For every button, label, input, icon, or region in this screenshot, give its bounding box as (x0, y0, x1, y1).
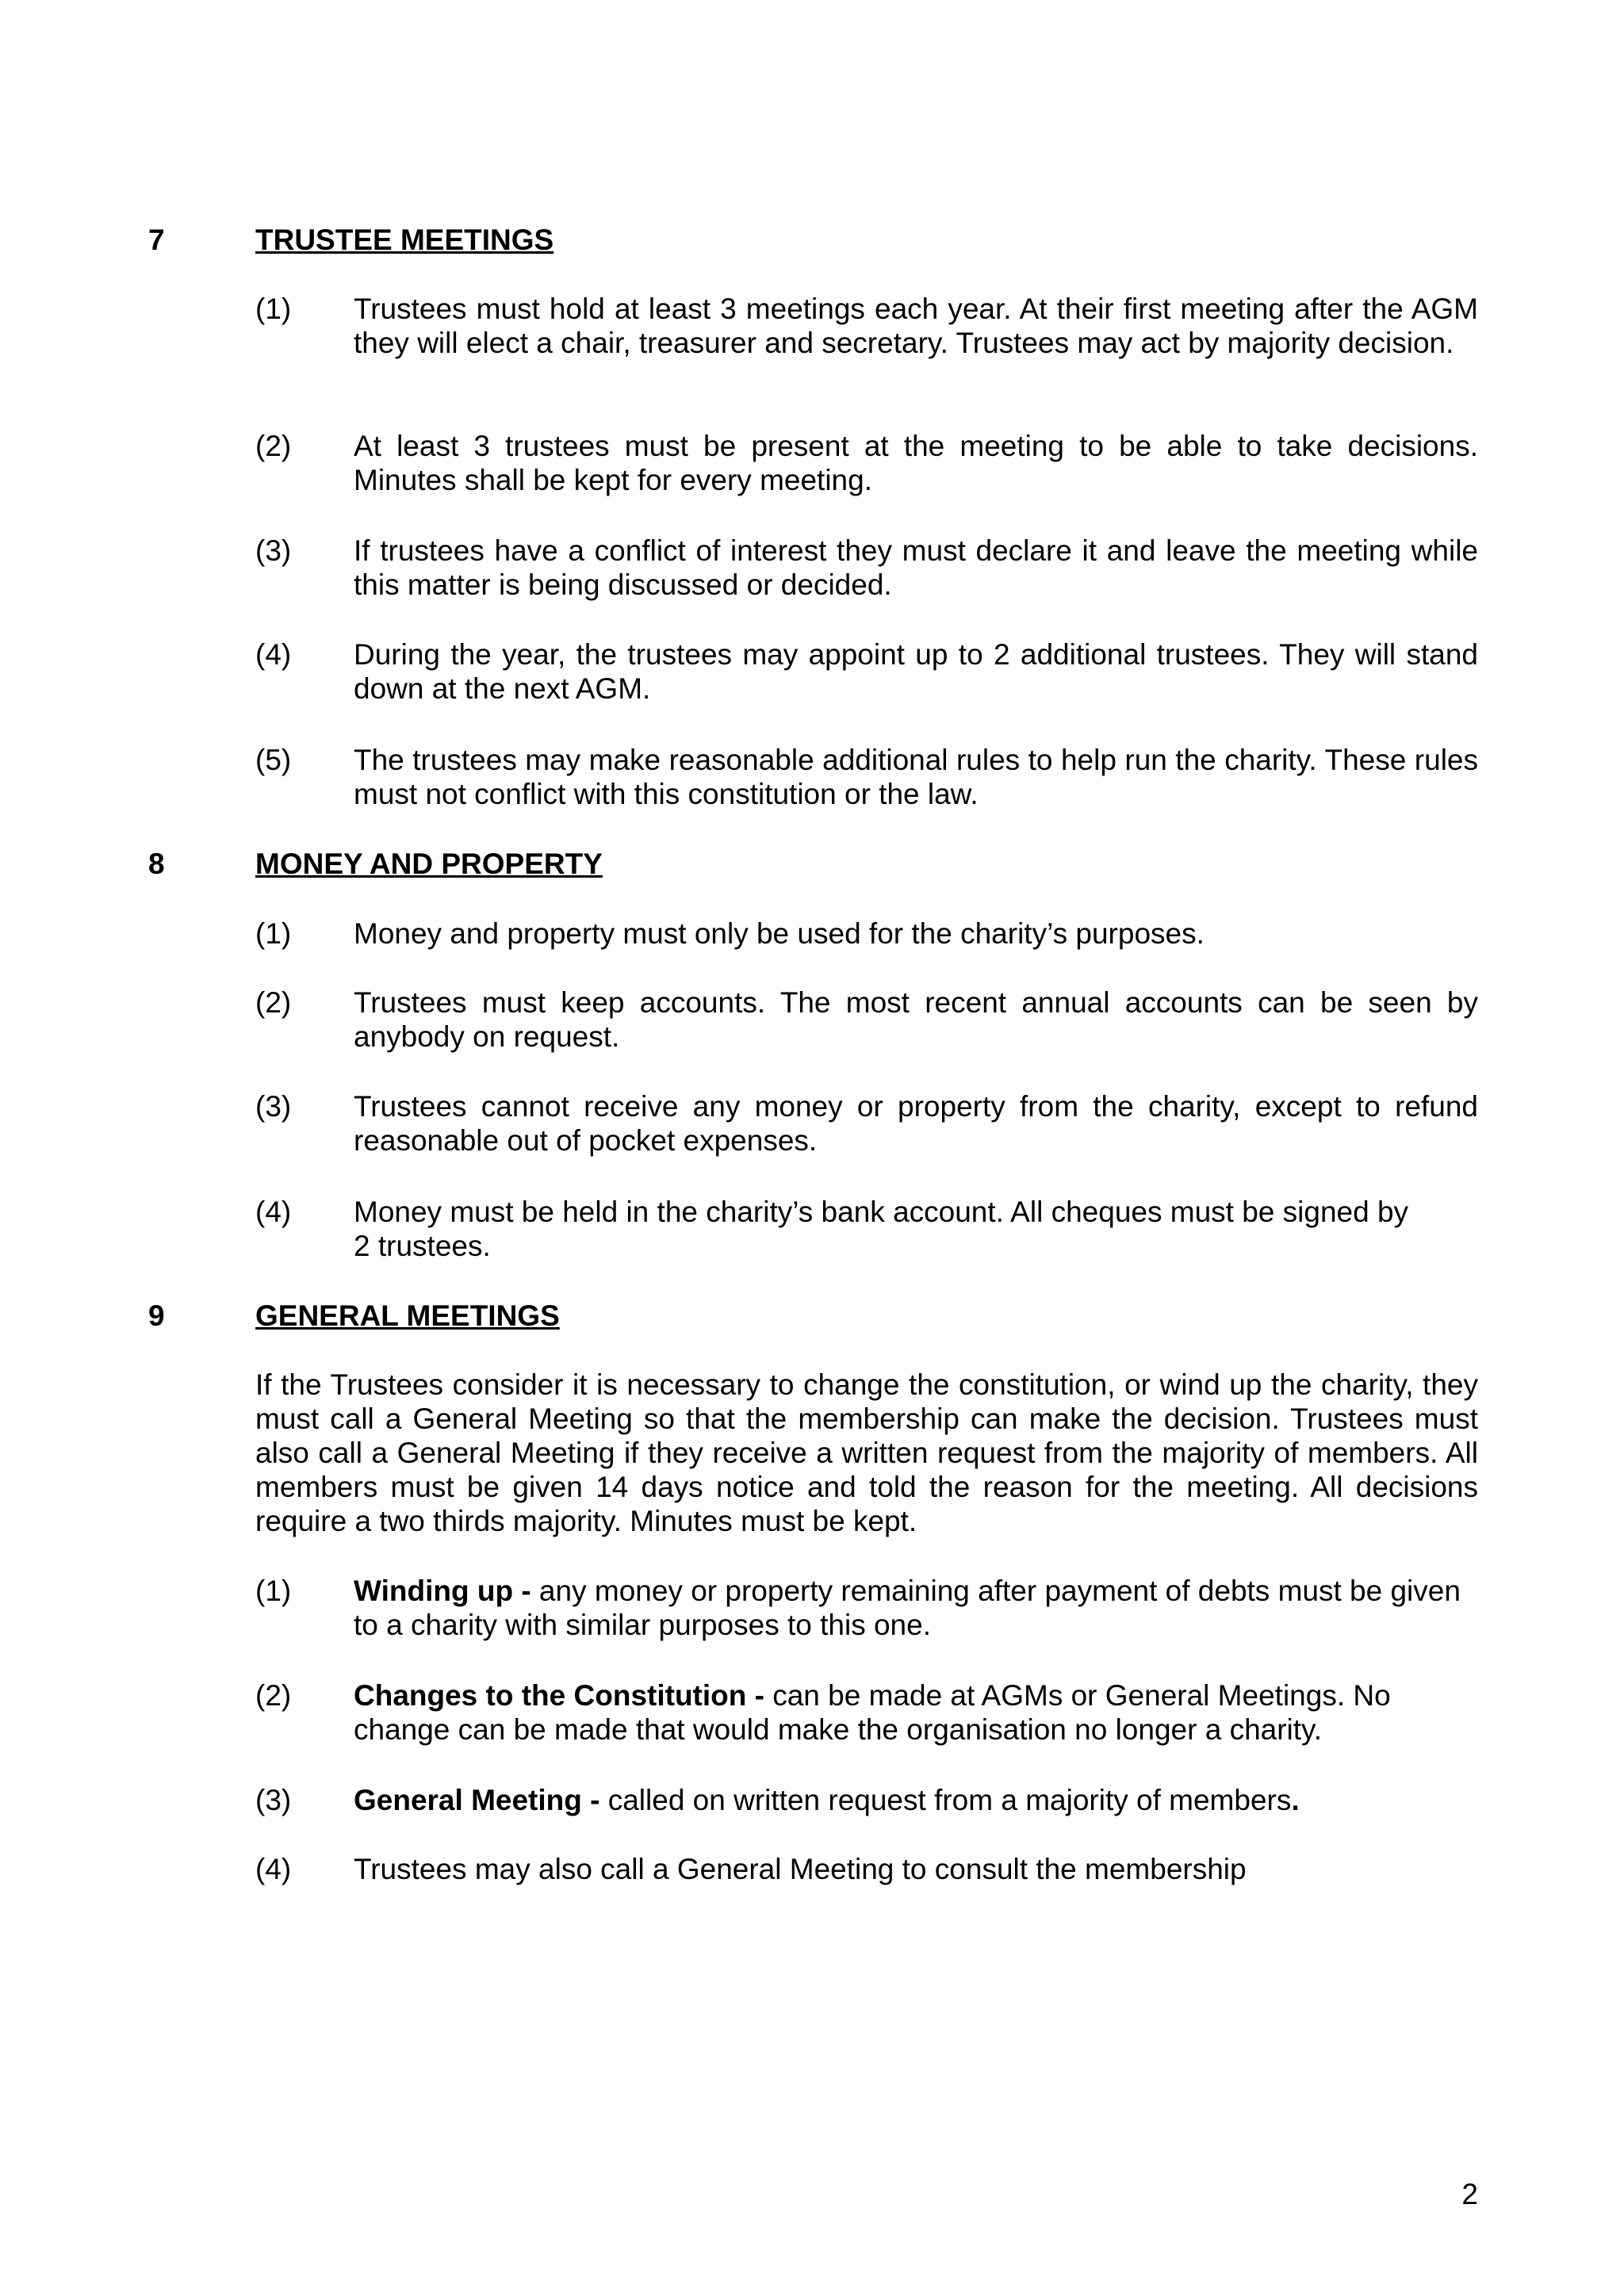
section-title: GENERAL MEETINGS (255, 1299, 560, 1332)
item-trailing-punctuation: . (1291, 1784, 1300, 1816)
item-term: Winding up - (354, 1575, 531, 1607)
page-number: 2 (1461, 2178, 1478, 2210)
section-title: MONEY AND PROPERTY (255, 848, 603, 880)
item-text-line: 2 trustees. (354, 1230, 491, 1262)
section-number: 8 (148, 848, 165, 880)
section-title: TRUSTEE MEETINGS (255, 224, 554, 256)
section-number: 9 (148, 1299, 165, 1332)
item-text (354, 1678, 1478, 1747)
item-number: (2) (255, 430, 292, 462)
item-text: Trustees may also call a General Meeting to consult the membership (354, 1853, 1247, 1885)
item-text: At least 3 trustees must be present at the meeting to be able to take decisions. Minutes shall be kept for every meeting. (354, 430, 1478, 496)
item-number: (5) (255, 744, 292, 776)
item-number: (1) (255, 293, 292, 325)
item-number: (1) (255, 917, 292, 950)
item-term: Changes to the Constitution - (354, 1679, 764, 1712)
item-description: any money or property remaining after payment of debts must be given to a charity with similar purposes to this one. (354, 1575, 1461, 1641)
item-text (354, 1574, 1478, 1642)
item-number: (1) (255, 1575, 292, 1607)
item-text (354, 1783, 1478, 1817)
item-text: If trustees have a conflict of interest they must declare it and leave the meeting while this matter is being discussed or decided. (354, 534, 1478, 601)
item-number: (3) (255, 534, 292, 567)
item-description: can be made at AGMs or General Meetings. No change can be made that would make the organisation no longer a charity. (354, 1679, 1391, 1746)
item-text: Trustees cannot receive any money or property from the charity, except to refund reasonable out of pocket expenses. (354, 1090, 1478, 1157)
item-number: (3) (255, 1784, 292, 1816)
item-text: Trustees must hold at least 3 meetings each year. At their first meeting after the AGM they will elect a chair, treasurer and secretary. Trustees may act by majority decision. (354, 293, 1478, 359)
item-text: Trustees must keep accounts. The most recent annual accounts can be seen by anybody on request. (354, 986, 1478, 1053)
item-description: called on written request from a majority of members (599, 1784, 1292, 1816)
item-number: (3) (255, 1090, 292, 1123)
section-intro-paragraph: If the Trustees consider it is necessary to change the constitution, or wind up the charity, they must call a General Meeting so that the membership can make the decision. Trustees must also call a General Meeting if they receive a written request from the majority of members. All members must be given 14 days notice and told the reason for the meeting. All decisions require a two thirds majority. Minutes must be kept. (255, 1368, 1478, 1537)
item-number: (2) (255, 1679, 292, 1712)
item-text-line: Money must be held in the charity’s bank account. All cheques must be signed by (354, 1196, 1409, 1228)
section-number: 7 (148, 224, 165, 256)
item-text: During the year, the trustees may appoint up to 2 additional trustees. They will stand down at the next AGM. (354, 638, 1478, 705)
item-number: (4) (255, 1196, 292, 1228)
item-number: (4) (255, 1853, 292, 1885)
item-term: General Meeting - (354, 1784, 600, 1816)
item-text (354, 1195, 1478, 1263)
item-number: (4) (255, 638, 292, 671)
item-text: The trustees may make reasonable additional rules to help run the charity. These rules must not conflict with this constitution or the law. (354, 744, 1478, 810)
item-text: Money and property must only be used for the charity’s purposes. (354, 917, 1205, 950)
item-number: (2) (255, 986, 292, 1019)
